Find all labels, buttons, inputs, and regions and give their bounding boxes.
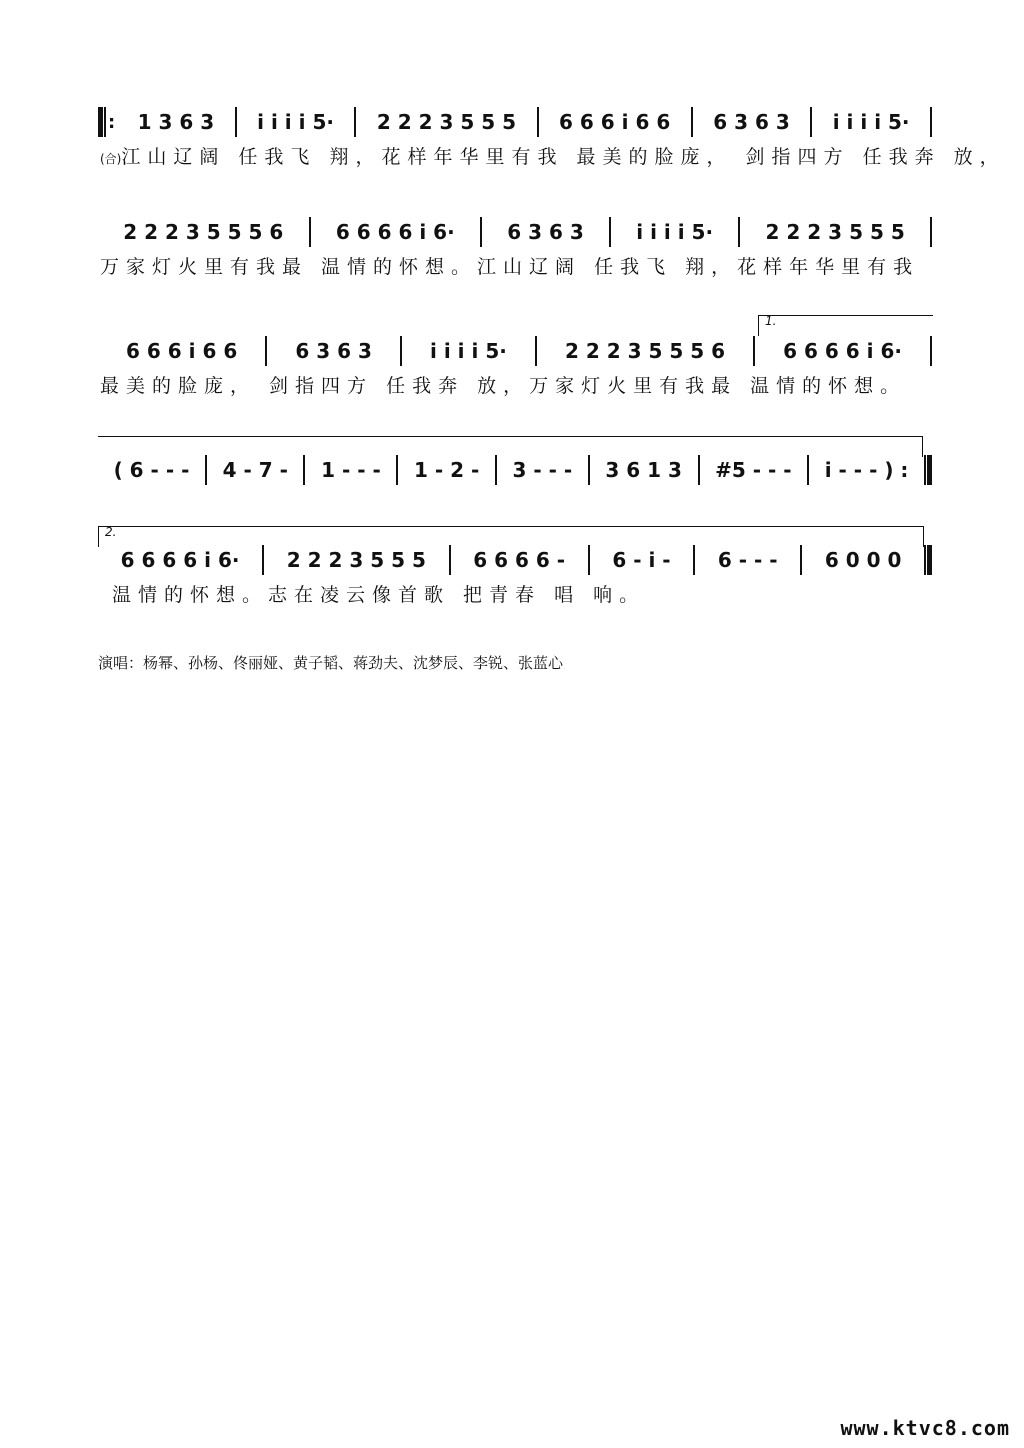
- measure: 6 6 6 6 i 6·: [783, 339, 902, 363]
- watermark-text: www.ktvc8.com: [840, 1416, 1010, 1440]
- measure: 2 2 2 3 5 5 5: [376, 110, 517, 134]
- measure: ( 6 - - -: [113, 458, 190, 482]
- score-line-3: [98, 314, 932, 401]
- notation-row: [98, 540, 932, 580]
- measure: i i i i 5·: [636, 220, 714, 244]
- lyrics-text: 江山辽阔 任我飞 翔，花样年华里有我 最美的脸庞， 剑指四方 任我奔 放，: [121, 146, 1006, 168]
- barline: [930, 336, 932, 366]
- score-line-2: [98, 212, 932, 282]
- measure: 2 2 2 3 5 5 5 6: [564, 339, 726, 363]
- score-line-4: [98, 450, 932, 490]
- notation-row: [98, 450, 932, 490]
- part-marker: (合): [100, 152, 122, 166]
- measure: 6 3 6 3: [295, 339, 372, 363]
- lyrics-text: 万家灯火里有我最 温情的怀想。江山辽阔 任我飞 翔，花样年华里有我: [100, 256, 920, 278]
- barline: [930, 217, 932, 247]
- volta-label: 2.: [105, 525, 117, 539]
- repeat-end-barline: [924, 455, 932, 485]
- measure: 6 3 6 3: [507, 220, 584, 244]
- measure: 6 - i -: [612, 548, 671, 572]
- measure: 6 - - -: [717, 548, 778, 572]
- measure: 6 6 6 6 i 6·: [120, 548, 240, 572]
- performers-credit: 演唱：杨幂、孙杨、佟丽娅、黄子韬、蒋劲夫、沈梦辰、李锐、张蓝心: [98, 654, 564, 672]
- measure: i i i i 5·: [257, 110, 334, 134]
- measure: 2 2 2 3 5 5 5: [765, 220, 905, 244]
- measure: i i i i 5·: [832, 110, 910, 134]
- measure: 3 - - -: [512, 458, 573, 482]
- notation-row: [98, 331, 932, 371]
- lyrics-text: 温情的怀想。志在凌云像首歌 把青春 唱 响。: [112, 584, 646, 606]
- volta-label: 1.: [765, 314, 777, 328]
- watermark: [840, 1416, 1010, 1440]
- final-barline: [924, 545, 932, 575]
- lyrics-row: [98, 142, 1006, 172]
- repeat-start-barline: [98, 107, 106, 137]
- notation-row: [98, 212, 932, 252]
- measure: 6 6 6 6 i 6·: [335, 220, 455, 244]
- measure: 6 3 6 3: [713, 110, 790, 134]
- measure: 1 - - -: [321, 458, 381, 482]
- score-line-5: [98, 525, 932, 610]
- notation-row: [98, 102, 932, 142]
- measure: 2 2 2 3 5 5 5: [286, 548, 426, 572]
- measure: 4 - 7 -: [222, 458, 288, 482]
- measure: i - - - ) :: [824, 458, 909, 482]
- measure: i i i i 5·: [430, 339, 507, 363]
- measure: 1 3 6 3: [137, 110, 215, 134]
- measure: 6 6 6 i 6 6: [559, 110, 671, 134]
- repeat-dots: :: [108, 111, 116, 133]
- lyrics-text: 最美的脸庞， 剑指四方 任我奔 放，万家灯火里有我最 温情的怀想。: [100, 375, 907, 397]
- measure: #5 - - -: [715, 458, 792, 482]
- measure: 1 - 2 -: [413, 458, 480, 482]
- score-line-1: [98, 102, 1006, 172]
- barline: [930, 107, 932, 137]
- measure: 3 6 1 3: [605, 458, 682, 482]
- measure: 2 2 2 3 5 5 5 6: [123, 220, 284, 244]
- measure: 6 6 6 6 -: [473, 548, 566, 572]
- measure: 6 0 0 0: [824, 548, 902, 572]
- measure: 6 6 6 i 6 6: [126, 339, 238, 363]
